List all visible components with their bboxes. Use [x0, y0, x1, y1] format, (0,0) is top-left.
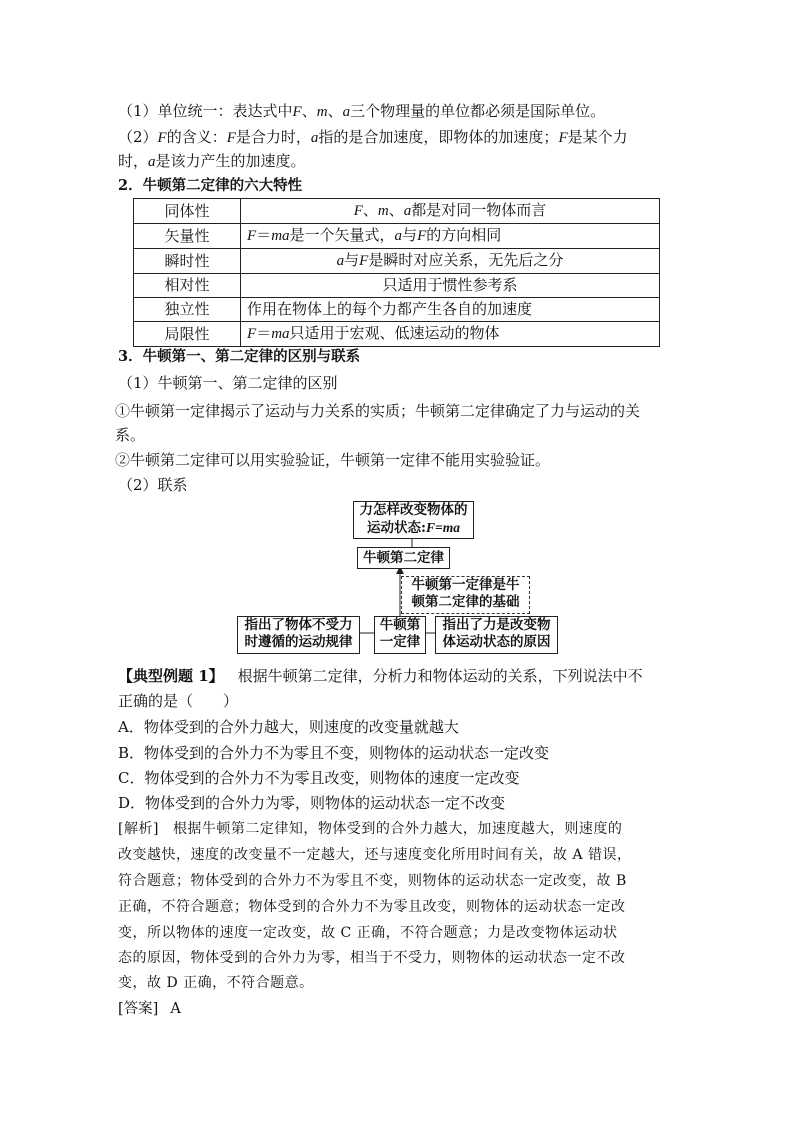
symbol-F: F [359, 253, 369, 269]
symbol-ma: ma [271, 326, 290, 342]
symbol-m: m [377, 203, 389, 219]
subheading-difference: （1）牛顿第一、第二定律的区别 [118, 374, 338, 392]
section-heading-difference-and-relation: 3．牛顿第一、第二定律的区别与联系 [118, 348, 361, 365]
symbol-a: a [310, 130, 319, 146]
text: 与 [402, 226, 418, 244]
symbol-m: m [316, 104, 328, 120]
box-text: 时遵循的运动规律 [244, 634, 353, 650]
box-text: 体运动状态的原因 [442, 634, 551, 650]
table-cell-value: 只适用于惯性参考系 [241, 274, 660, 298]
text: 运动状态: [367, 520, 427, 536]
analysis-line-5: 变，所以物体的速度一定改变，故 C 正确，不符合题意；力是改变物体运动状 [118, 925, 618, 941]
symbol-a: a [342, 104, 351, 120]
symbol-F: F [292, 104, 302, 120]
box-text: 指出了物体不受力 [244, 617, 353, 633]
symbol-a: a [403, 203, 412, 219]
text: 时， [118, 152, 149, 170]
table-cell-value: 作用在物体上的每个力都产生各自的加速度 [241, 298, 660, 322]
text: 、 [301, 102, 317, 120]
text: 都是对同一物体而言 [411, 201, 547, 219]
text: 是一个矢量式， [289, 226, 395, 244]
symbol-a: a [336, 253, 345, 269]
text: ＝ [256, 324, 272, 342]
text: （2） [118, 128, 158, 146]
analysis-line-3: 符合题意；物体受到的合外力不为零且不变，则物体的运动状态一定改变，故 B [118, 873, 627, 889]
symbol-F: F [226, 130, 236, 146]
text: 与 [344, 251, 360, 269]
analysis-line-6: 态的原因，物体受到的合外力为零，相当于不受力，则物体的运动状态一定不改 [118, 950, 626, 966]
text: 三个物理量的单位都必须是国际单位。 [350, 102, 606, 120]
answer-tag: [答案] [118, 1001, 159, 1017]
symbol-F: F [353, 203, 363, 219]
box-newton-first-law [374, 616, 426, 654]
section-heading-six-properties: 2．牛顿第二定律的六大特性 [118, 177, 303, 194]
symbol-F: F [247, 326, 257, 342]
symbol-ma: ma [271, 228, 290, 244]
text: 是该力产生的加速度。 [155, 152, 306, 170]
text: 是瞬时对应关系，无先后之分 [368, 251, 564, 269]
symbol-a: a [148, 154, 156, 170]
answer-line [118, 998, 181, 1020]
text: 指的是合加速度，即物体的加速度； [318, 128, 559, 146]
analysis-line-2: 改变越快，速度的改变量不一定越大，还与速度变化所用时间有关，故 A 错误， [118, 847, 632, 863]
text: （1）单位统一：表达式中 [118, 102, 293, 120]
option-A: A．物体受到的合外力越大，则速度的改变量就越大 [118, 718, 459, 736]
question-text: 根据牛顿第二定律，分析力和物体运动的关系，下列说法中不 [237, 667, 643, 685]
symbol-F: F [417, 228, 427, 244]
answer-value: A [170, 1001, 181, 1017]
symbol-a: a [394, 228, 403, 244]
option-D: D．物体受到的合外力为零，则物体的运动状态一定不改变 [118, 794, 506, 812]
box-text: 顿第二定律的基础 [411, 594, 520, 610]
box-text: 指出了力是改变物 [442, 617, 551, 633]
box-newton-second-law: 牛顿第二定律 [357, 547, 450, 569]
table-cell-key: 矢量性 [134, 224, 241, 249]
point-1: ①牛顿第一定律揭示了运动与力关系的实质；牛顿第二定律确定了力与运动的关 [115, 402, 641, 420]
text: 根据牛顿第二定律知，物体受到的合外力越大，加速度越大，则速度的 [172, 821, 623, 837]
text: 、 [327, 102, 343, 120]
box-force-changes-state [435, 616, 558, 654]
table-cell-key: 瞬时性 [134, 249, 241, 274]
text: 、 [388, 201, 404, 219]
table-cell-key: 独立性 [134, 298, 241, 322]
text: ＝ [256, 226, 272, 244]
analysis-line-4: 正确，不符合题意；物体受到的合外力不为零且改变，则物体的运动状态一定改 [118, 899, 626, 915]
option-B: B．物体受到的合外力不为零且不变，则物体的运动状态一定改变 [118, 744, 550, 762]
symbol-F: F [558, 130, 568, 146]
symbol-F: F [247, 228, 257, 244]
text: 是某个力 [567, 128, 628, 146]
analysis-line-7: 变，故 D 正确，不符合题意。 [118, 975, 314, 991]
box-force-changes-motion [353, 501, 474, 539]
table-cell-key: 同体性 [134, 199, 241, 224]
subheading-relation: （2）联系 [118, 476, 188, 494]
box-text: 牛顿第一定律是牛 [411, 577, 520, 593]
text: 、 [362, 201, 378, 219]
point-1-cont: 系。 [115, 426, 146, 444]
text: 的含义： [166, 128, 227, 146]
text: 是合力时， [235, 128, 311, 146]
box-text: 牛顿第 [379, 617, 421, 633]
analysis-line-1 [118, 816, 622, 842]
example-question-cont: 正确的是（ ） [118, 692, 239, 710]
table-cell-key: 局限性 [134, 322, 241, 347]
example-label: 【典型例题 1】 [118, 667, 224, 685]
box-first-law-is-foundation [401, 576, 530, 614]
table-cell-key: 相对性 [134, 274, 241, 298]
option-C: C．物体受到的合外力不为零且改变，则物体的速度一定改变 [118, 769, 520, 787]
point-2: ②牛顿第二定律可以用实验验证，牛顿第一定律不能用实验验证。 [115, 451, 551, 469]
text: 的方向相同 [426, 226, 502, 244]
box-text: 力怎样改变物体的 [359, 502, 468, 518]
formula: F=ma [426, 520, 460, 535]
analysis-tag: [解析] [118, 821, 159, 837]
box-text: 一定律 [379, 634, 421, 650]
text: 只适用于宏观、低速运动的物体 [289, 324, 500, 342]
box-text-line2 [354, 519, 473, 537]
example-question [118, 665, 643, 687]
box-no-force-motion-law [237, 616, 360, 654]
symbol-F: F [157, 130, 167, 146]
